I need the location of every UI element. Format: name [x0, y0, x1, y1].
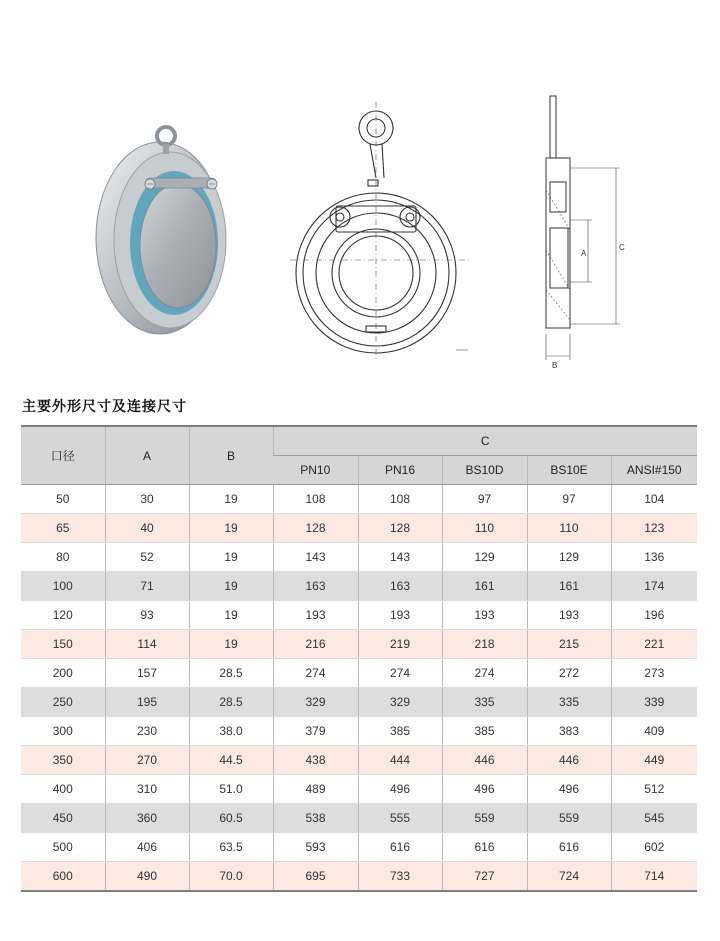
- cell-c-pn16: 193: [358, 601, 442, 630]
- cell-c-bs10d: 274: [442, 659, 527, 688]
- cell-b: 44.5: [189, 746, 273, 775]
- cell-a: 157: [105, 659, 189, 688]
- cell-c-ansi150: 339: [611, 688, 697, 717]
- header-c-ansi150: ANSI#150: [611, 456, 697, 485]
- cell-c-bs10e: 97: [527, 485, 611, 514]
- cell-c-pn10: 538: [273, 804, 358, 833]
- cell-b: 51.0: [189, 775, 273, 804]
- table-row: [21, 572, 697, 601]
- table-body: [21, 485, 697, 892]
- cell-c-pn16: 385: [358, 717, 442, 746]
- cell-diameter: 250: [21, 688, 105, 717]
- header-b: B: [189, 426, 273, 485]
- cell-c-pn10: 143: [273, 543, 358, 572]
- table-row: [21, 601, 697, 630]
- valve-disc: [140, 184, 216, 308]
- cell-b: 19: [189, 543, 273, 572]
- header-c: C: [273, 426, 697, 456]
- cell-diameter: 50: [21, 485, 105, 514]
- cell-c-pn10: 274: [273, 659, 358, 688]
- cell-c-ansi150: 714: [611, 862, 697, 892]
- cell-c-ansi150: 449: [611, 746, 697, 775]
- cell-a: 230: [105, 717, 189, 746]
- cell-c-bs10d: 218: [442, 630, 527, 659]
- header-c-pn16: PN16: [358, 456, 442, 485]
- cell-c-bs10e: 272: [527, 659, 611, 688]
- cell-c-pn10: 329: [273, 688, 358, 717]
- cell-c-pn10: 379: [273, 717, 358, 746]
- cell-c-pn10: 128: [273, 514, 358, 543]
- cell-c-pn10: 163: [273, 572, 358, 601]
- valve-photo: [88, 118, 238, 348]
- cell-c-ansi150: 136: [611, 543, 697, 572]
- cell-c-pn10: 108: [273, 485, 358, 514]
- cell-a: 93: [105, 601, 189, 630]
- cell-a: 195: [105, 688, 189, 717]
- dimension-label-a: A: [581, 249, 587, 258]
- cell-c-pn10: 593: [273, 833, 358, 862]
- cell-c-bs10e: 161: [527, 572, 611, 601]
- table-row: [21, 833, 697, 862]
- cell-c-pn16: 274: [358, 659, 442, 688]
- figures-area: [0, 0, 720, 380]
- cell-diameter: 450: [21, 804, 105, 833]
- cell-diameter: 150: [21, 630, 105, 659]
- cell-b: 19: [189, 630, 273, 659]
- cell-c-ansi150: 174: [611, 572, 697, 601]
- cell-c-bs10e: 129: [527, 543, 611, 572]
- cell-a: 406: [105, 833, 189, 862]
- cell-a: 71: [105, 572, 189, 601]
- cell-c-bs10d: 110: [442, 514, 527, 543]
- header-c-pn10: PN10: [273, 456, 358, 485]
- cell-c-bs10d: 161: [442, 572, 527, 601]
- table-row: [21, 688, 697, 717]
- cell-c-ansi150: 273: [611, 659, 697, 688]
- cell-a: 360: [105, 804, 189, 833]
- cell-c-ansi150: 545: [611, 804, 697, 833]
- cell-c-pn10: 438: [273, 746, 358, 775]
- cell-c-bs10d: 559: [442, 804, 527, 833]
- cell-diameter: 200: [21, 659, 105, 688]
- cell-c-pn16: 108: [358, 485, 442, 514]
- cell-a: 490: [105, 862, 189, 892]
- table-row: [21, 775, 697, 804]
- table-row: [21, 543, 697, 572]
- cell-c-bs10e: 559: [527, 804, 611, 833]
- table-row: [21, 804, 697, 833]
- cell-c-bs10d: 193: [442, 601, 527, 630]
- cell-c-bs10e: 215: [527, 630, 611, 659]
- cell-c-pn16: 444: [358, 746, 442, 775]
- cell-c-bs10e: 335: [527, 688, 611, 717]
- cell-b: 19: [189, 572, 273, 601]
- cell-c-bs10e: 496: [527, 775, 611, 804]
- cell-c-ansi150: 221: [611, 630, 697, 659]
- table-row: [21, 630, 697, 659]
- section-title: 主要外形尺寸及连接尺寸: [22, 399, 187, 415]
- cell-b: 28.5: [189, 688, 273, 717]
- cell-c-bs10e: 383: [527, 717, 611, 746]
- cell-diameter: 100: [21, 572, 105, 601]
- cell-c-ansi150: 602: [611, 833, 697, 862]
- cell-diameter: 350: [21, 746, 105, 775]
- table-row: [21, 746, 697, 775]
- cell-c-pn10: 193: [273, 601, 358, 630]
- cell-c-ansi150: 512: [611, 775, 697, 804]
- cell-c-ansi150: 409: [611, 717, 697, 746]
- cell-b: 19: [189, 601, 273, 630]
- cell-c-ansi150: 123: [611, 514, 697, 543]
- cell-a: 52: [105, 543, 189, 572]
- table-row: [21, 717, 697, 746]
- cell-b: 19: [189, 514, 273, 543]
- cell-diameter: 300: [21, 717, 105, 746]
- cell-c-bs10d: 727: [442, 862, 527, 892]
- cell-a: 310: [105, 775, 189, 804]
- table-row: [21, 514, 697, 543]
- header-c-bs10d: BS10D: [442, 456, 527, 485]
- cell-c-bs10e: 193: [527, 601, 611, 630]
- cell-diameter: 400: [21, 775, 105, 804]
- front-view-drawing: [286, 98, 486, 363]
- table-row: [21, 862, 697, 892]
- cell-b: 60.5: [189, 804, 273, 833]
- cell-a: 30: [105, 485, 189, 514]
- dimension-label-b: B: [552, 361, 558, 370]
- cell-b: 28.5: [189, 659, 273, 688]
- cell-c-bs10d: 446: [442, 746, 527, 775]
- cell-a: 270: [105, 746, 189, 775]
- cell-c-ansi150: 196: [611, 601, 697, 630]
- cell-c-bs10d: 129: [442, 543, 527, 572]
- cell-diameter: 120: [21, 601, 105, 630]
- cell-c-pn16: 733: [358, 862, 442, 892]
- cell-c-bs10d: 335: [442, 688, 527, 717]
- cell-c-pn16: 329: [358, 688, 442, 717]
- cell-c-pn16: 496: [358, 775, 442, 804]
- cell-b: 70.0: [189, 862, 273, 892]
- cell-a: 40: [105, 514, 189, 543]
- table-row: [21, 659, 697, 688]
- cell-b: 38.0: [189, 717, 273, 746]
- cell-diameter: 500: [21, 833, 105, 862]
- dimension-table: [21, 425, 697, 892]
- side-view-drawing: [520, 90, 640, 370]
- header-diameter: 口径: [21, 426, 105, 485]
- cell-c-ansi150: 104: [611, 485, 697, 514]
- cell-diameter: 80: [21, 543, 105, 572]
- cell-c-bs10e: 616: [527, 833, 611, 862]
- cell-b: 19: [189, 485, 273, 514]
- cell-diameter: 65: [21, 514, 105, 543]
- cell-c-pn10: 695: [273, 862, 358, 892]
- hinge-bar: [146, 178, 216, 188]
- header-a: A: [105, 426, 189, 485]
- cell-a: 114: [105, 630, 189, 659]
- dimension-label-c: C: [619, 243, 625, 252]
- cell-c-pn16: 143: [358, 543, 442, 572]
- cell-c-pn16: 163: [358, 572, 442, 601]
- cell-c-bs10d: 97: [442, 485, 527, 514]
- cell-c-pn16: 616: [358, 833, 442, 862]
- cell-c-bs10e: 110: [527, 514, 611, 543]
- cell-c-pn10: 489: [273, 775, 358, 804]
- cell-b: 63.5: [189, 833, 273, 862]
- cell-c-bs10e: 724: [527, 862, 611, 892]
- cell-diameter: 600: [21, 862, 105, 892]
- cell-c-pn16: 219: [358, 630, 442, 659]
- cell-c-pn16: 555: [358, 804, 442, 833]
- cell-c-pn10: 216: [273, 630, 358, 659]
- cell-c-bs10e: 446: [527, 746, 611, 775]
- header-c-bs10e: BS10E: [527, 456, 611, 485]
- cell-c-bs10d: 496: [442, 775, 527, 804]
- cell-c-bs10d: 385: [442, 717, 527, 746]
- table-row: [21, 485, 697, 514]
- cell-c-pn16: 128: [358, 514, 442, 543]
- cell-c-bs10d: 616: [442, 833, 527, 862]
